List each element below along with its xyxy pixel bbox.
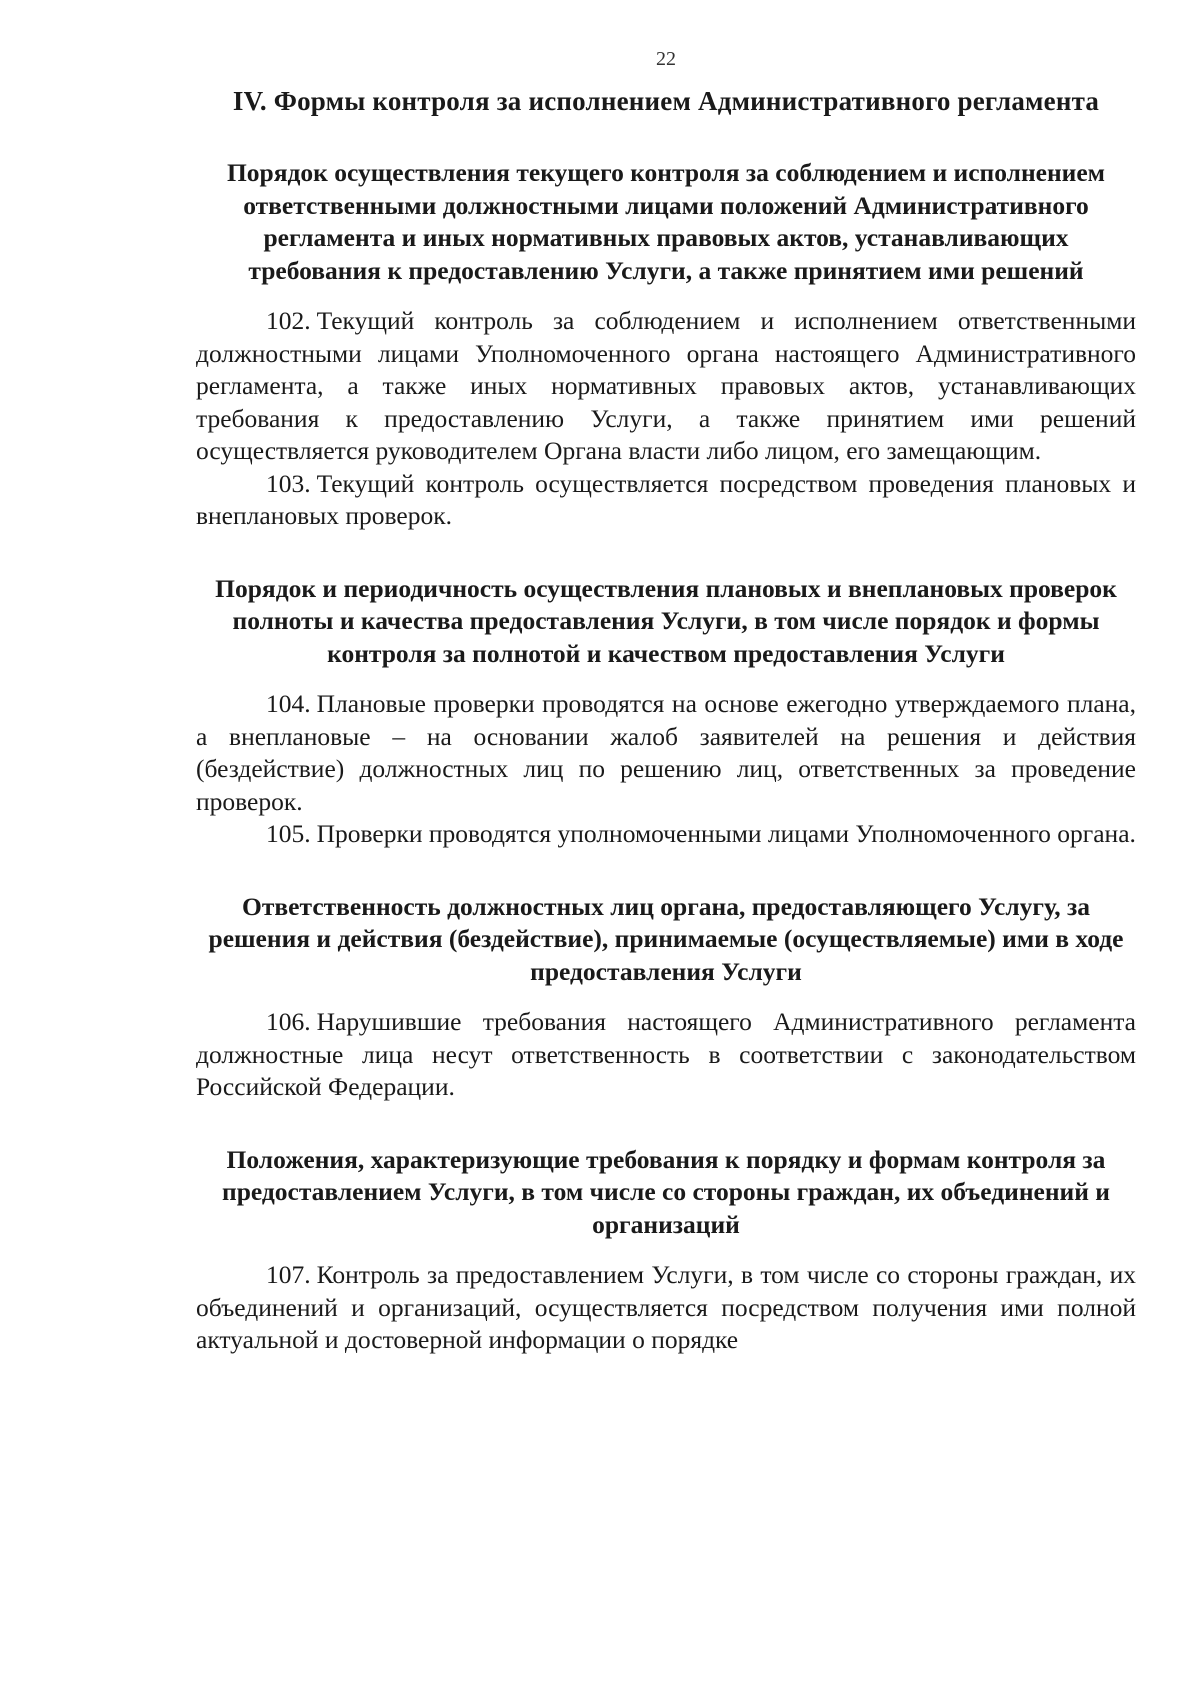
paragraph-105 <box>196 818 1136 851</box>
paragraph-text: Плановые проверки проводятся на основе ежегодно утверждаемого плана, а внеплановые – на основании жалоб заявителей на решения и действия (бездействие) должностных лиц по решению лиц, ответственных за проведение проверок. <box>196 689 1136 816</box>
subsection-heading-inspections: Порядок и периодичность осуществления плановых и внеплановых проверок полноты и качества предоставления Услуги, в том числе порядок и формы контроля за полнотой и качеством предоставления Услуги <box>215 573 1117 668</box>
paragraph-102 <box>196 305 1136 468</box>
subsection-heading-responsibility: Ответственность должностных лиц органа, предоставляющего Услугу, за решения и действия (бездействие), принимаемые (осуществляемые) ими в ходе предоставления Услуги <box>208 891 1124 986</box>
paragraph-106 <box>196 1006 1136 1104</box>
page-number: 22 <box>656 48 676 70</box>
paragraph-text: Контроль за предоставлением Услуги, в том числе со стороны граждан, их объединений и организаций, осуществляется посредством получения ими полной актуальной и достоверной информации о порядке <box>196 1260 1136 1354</box>
subsection-heading-current-control: Порядок осуществления текущего контроля за соблюдением и исполнением ответственными должностными лицами положений Административного регламента и иных нормативных правовых актов, устанавливающих требования к предоставлению Услуги, а также принятием ими решений <box>226 158 1106 285</box>
paragraph-107 <box>196 1259 1136 1357</box>
paragraph-104 <box>196 688 1136 818</box>
paragraph-number: 103. <box>266 468 311 498</box>
paragraph-number: 102. <box>266 306 311 335</box>
document-page <box>196 48 1136 1357</box>
paragraph-text: Нарушившие требования настоящего Административного регламента должностные лица несут ответственность в соответствии с законодательством Российской Федерации. <box>196 1007 1136 1101</box>
section-title: IV. Формы контроля за исполнением Административного регламента <box>232 86 1100 116</box>
paragraph-number: 107. <box>266 1260 311 1289</box>
paragraph-103 <box>196 468 1136 533</box>
paragraph-text: Текущий контроль осуществляется посредством проведения плановых и внеплановых проверок. <box>196 468 1136 530</box>
paragraph-number: 106. <box>266 1007 311 1036</box>
paragraph-text: Текущий контроль за соблюдением и исполнением ответственными должностными лицами Уполномоченного органа настоящего Административного регламента, а также иных нормативных правовых актов, устанавливающих требования к предоставлению Услуги, а также принятием ими решений осуществляется руководителем Органа власти либо лицом, его замещающим. <box>196 306 1136 465</box>
paragraph-number: 105. <box>266 819 311 848</box>
subsection-heading-public-control: Положения, характеризующие требования к порядку и формам контроля за предоставлением Услуги, в том числе со стороны граждан, их объединений и организаций <box>222 1144 1110 1239</box>
paragraph-text: Проверки проводятся уполномоченными лицами Уполномоченного органа. <box>316 819 1136 848</box>
paragraph-number: 104. <box>266 689 311 718</box>
